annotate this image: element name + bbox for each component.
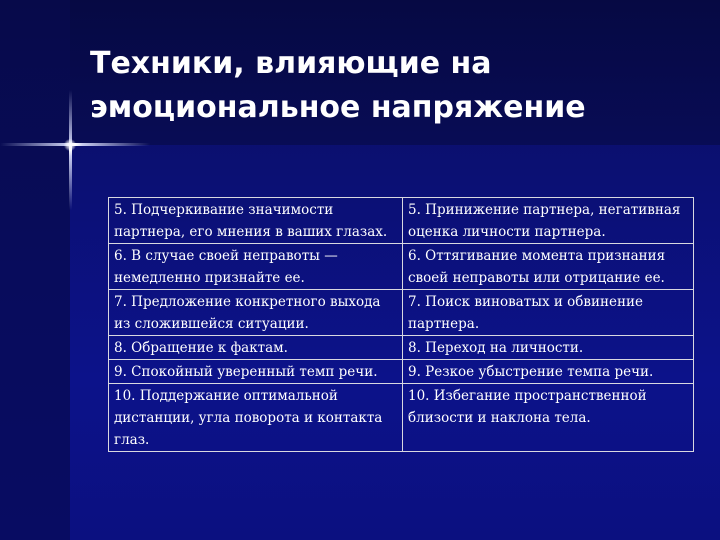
table-cell-negative: 7. Поиск виноватых и обвинение партнера. bbox=[403, 290, 694, 336]
table-cell-negative: 8. Переход на личности. bbox=[403, 336, 694, 360]
comparison-table-wrapper bbox=[108, 197, 687, 452]
slide-title-line-1: Техники, влияющие на bbox=[90, 46, 492, 81]
slide-title bbox=[90, 42, 690, 130]
table-row bbox=[109, 244, 694, 290]
table-row bbox=[109, 336, 694, 360]
table-cell-positive: 7. Предложение конкретного выхода из сложившейся ситуации. bbox=[109, 290, 403, 336]
table-row bbox=[109, 290, 694, 336]
left-band bbox=[0, 0, 70, 540]
comparison-table bbox=[108, 197, 694, 452]
table-cell-positive: 10. Поддержание оптимальной дистанции, угла поворота и контакта глаз. bbox=[109, 384, 403, 452]
table-cell-positive: 9. Спокойный уверенный темп речи. bbox=[109, 360, 403, 384]
table-row bbox=[109, 360, 694, 384]
table-cell-positive: 8. Обращение к фактам. bbox=[109, 336, 403, 360]
table-cell-negative: 5. Принижение партнера, негативная оценка личности партнера. bbox=[403, 198, 694, 244]
table-cell-positive: 5. Подчеркивание значимости партнера, его мнения в ваших глазах. bbox=[109, 198, 403, 244]
table-cell-negative: 10. Избегание пространственной близости и наклона тела. bbox=[403, 384, 694, 452]
sparkle-star-icon bbox=[64, 139, 76, 151]
table-row bbox=[109, 198, 694, 244]
slide-title-line-2: эмоциональное напряжение bbox=[90, 90, 586, 125]
table-cell-negative: 6. Оттягивание момента признания своей неправоты или отрицание ее. bbox=[403, 244, 694, 290]
table-cell-negative: 9. Резкое убыстрение темпа речи. bbox=[403, 360, 694, 384]
table-row bbox=[109, 384, 694, 452]
table-cell-positive: 6. В случае своей неправоты — немедленно признайте ее. bbox=[109, 244, 403, 290]
